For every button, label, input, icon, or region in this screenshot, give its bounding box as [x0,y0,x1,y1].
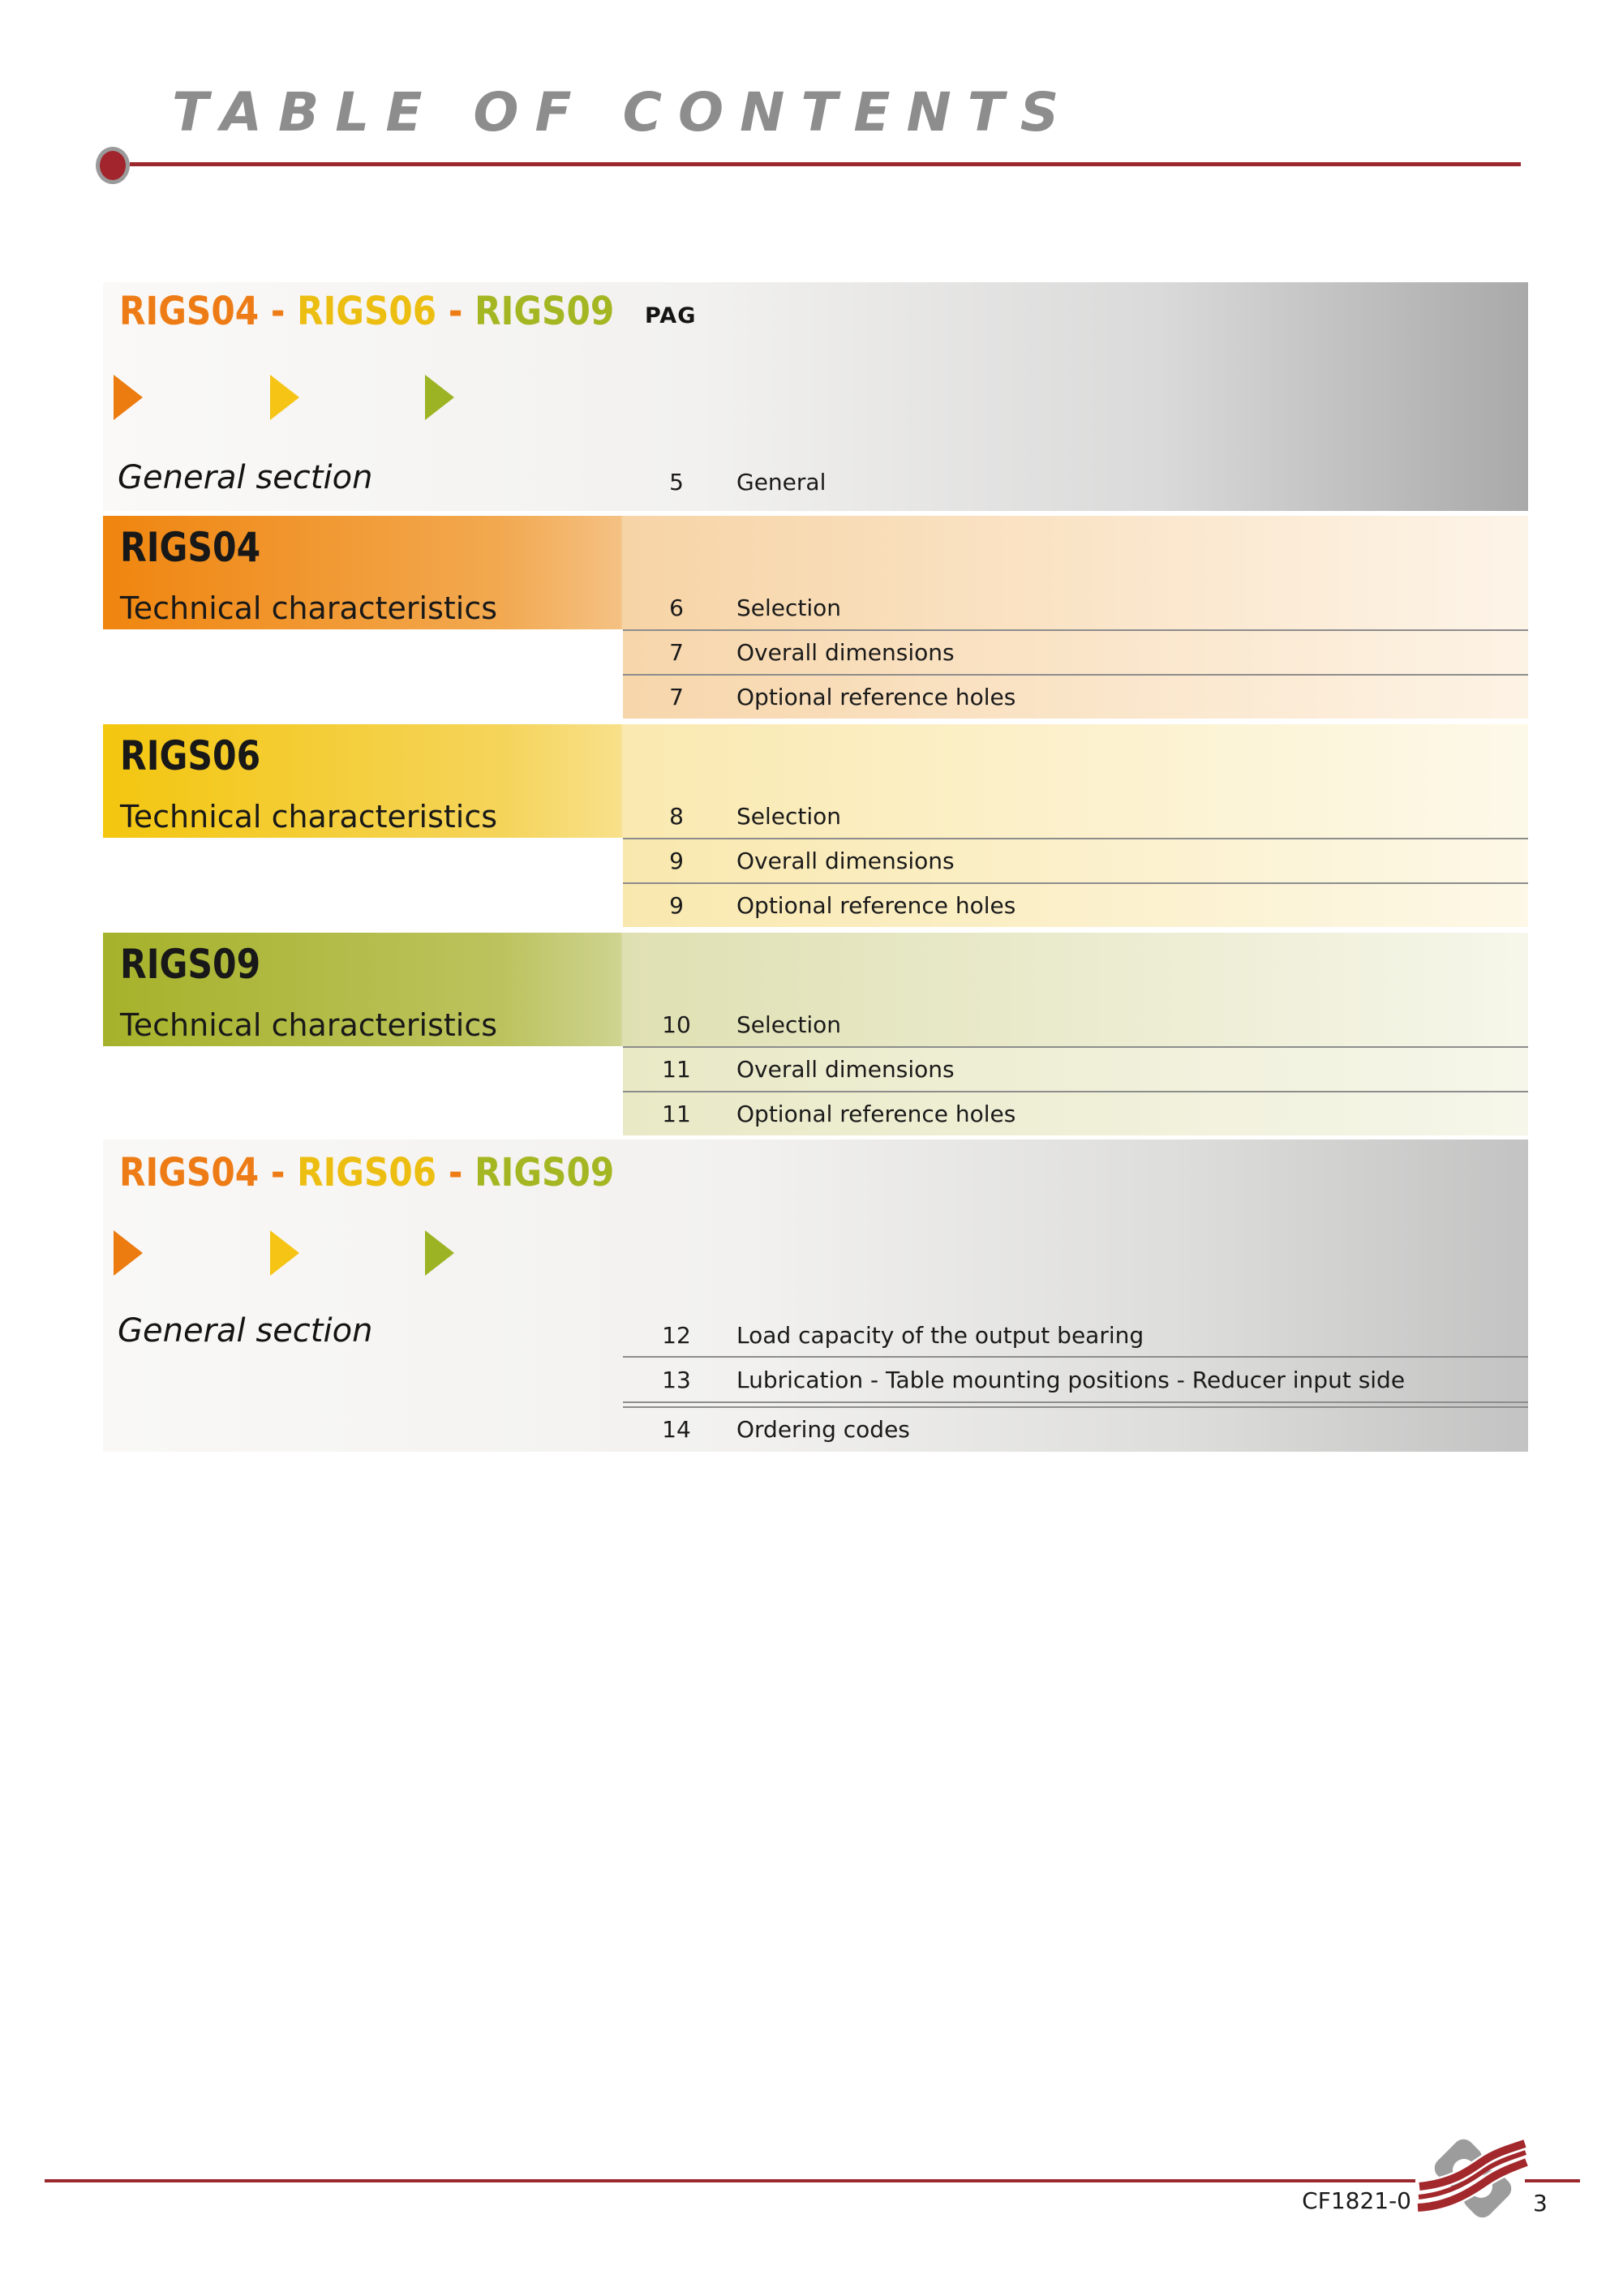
entry-page-number: 7 [669,639,684,666]
section-label-general: General section [118,1312,373,1350]
toc-entry [623,1408,1528,1450]
toc-entry [623,676,1528,719]
intro-block [103,282,1528,511]
entry-label: Optional reference holes [736,892,1016,919]
rigs06-rows [623,838,1528,927]
brand-logo-icon [1413,2136,1531,2221]
toc-entry [623,1002,841,1047]
group-heading [119,1150,614,1195]
rigs09-band [103,933,1528,1046]
entry-page-number: 11 [662,1101,691,1127]
entry-page-number: 12 [662,1321,691,1349]
rigs06-title: RIGS06 [120,732,261,779]
arrow-gold-icon [270,375,299,420]
entry-label: Selection [736,802,842,830]
entry-page-number: 7 [669,684,684,710]
entry-page-number: 11 [662,1056,691,1083]
rigs09-subtitle: Technical characteristics [120,1007,498,1043]
group-heading [119,289,614,334]
toc-entry [623,884,1528,927]
entry-page-number: 14 [662,1415,691,1443]
entry-label: Ordering codes [736,1415,910,1443]
header-rule [130,162,1521,166]
rigs04-subtitle: Technical characteristics [120,590,498,626]
footer-rule [1525,2179,1580,2182]
toc-entry [623,459,826,504]
entry-label: Optional reference holes [736,684,1016,710]
entry-label: Selection [736,594,842,621]
entry-page-number: 8 [669,802,684,830]
entry-page-number: 10 [662,1011,691,1038]
toc-entry [623,1358,1528,1401]
toc-entry [623,793,841,839]
toc-entry [623,839,1528,882]
rigs06-subtitle: Technical characteristics [120,799,498,835]
group-heading-sep: - [436,289,475,334]
arrow-orange-icon [114,375,143,420]
rigs04-band [103,516,1528,629]
toc-entry [623,631,1528,674]
arrow-gold-icon [270,1230,299,1276]
rigs09-title: RIGS09 [120,941,261,988]
toc-entry [623,1314,1528,1356]
entry-label: Optional reference holes [736,1101,1016,1127]
footer-rule [45,2179,1415,2182]
group-heading-rigs06: RIGS06 [297,289,437,334]
group-heading-rigs09: RIGS09 [474,1150,615,1195]
document-code: CF1821-0 [1302,2187,1411,2214]
entry-label: Selection [736,1011,842,1038]
entry-page-number: 13 [662,1366,691,1393]
group-heading-sep: - [436,1150,475,1195]
entry-label: Overall dimensions [736,1056,955,1083]
general-rows [623,1314,1528,1450]
page-number: 3 [1533,2190,1548,2217]
toc-entry [623,585,841,630]
arrow-olive-icon [425,375,454,420]
toc-entry [623,1092,1528,1135]
arrow-olive-icon [425,1230,454,1276]
entry-label: Lubrication - Table mounting positions - Reducer input side [736,1366,1406,1393]
entry-page-number: 5 [669,468,684,496]
group-heading-rigs06: RIGS06 [297,1150,437,1195]
rigs09-rows [623,1046,1528,1135]
pag-column-header: PAG [645,303,697,328]
group-heading-rigs04: RIGS04 [119,289,260,334]
rigs04-title: RIGS04 [120,524,261,571]
entry-page-number: 9 [669,848,684,874]
entry-label: Load capacity of the output bearing [736,1321,1144,1349]
group-heading-sep: - [259,289,298,334]
section-label-general: General section [118,459,373,496]
toc-entry [623,1048,1528,1091]
bullet-icon [96,147,130,184]
entry-label: Overall dimensions [736,848,955,874]
entry-page-number: 9 [669,892,684,919]
rigs06-band [103,724,1528,838]
entry-label: Overall dimensions [736,639,955,666]
entry-label: General [736,468,827,496]
rigs04-rows [623,629,1528,719]
page-title: TABLE OF CONTENTS [172,81,1076,144]
group-heading-rigs04: RIGS04 [119,1150,260,1195]
group-heading-rigs09: RIGS09 [474,289,615,334]
entry-page-number: 6 [669,594,684,621]
group-heading-sep: - [259,1150,298,1195]
arrow-orange-icon [114,1230,143,1276]
